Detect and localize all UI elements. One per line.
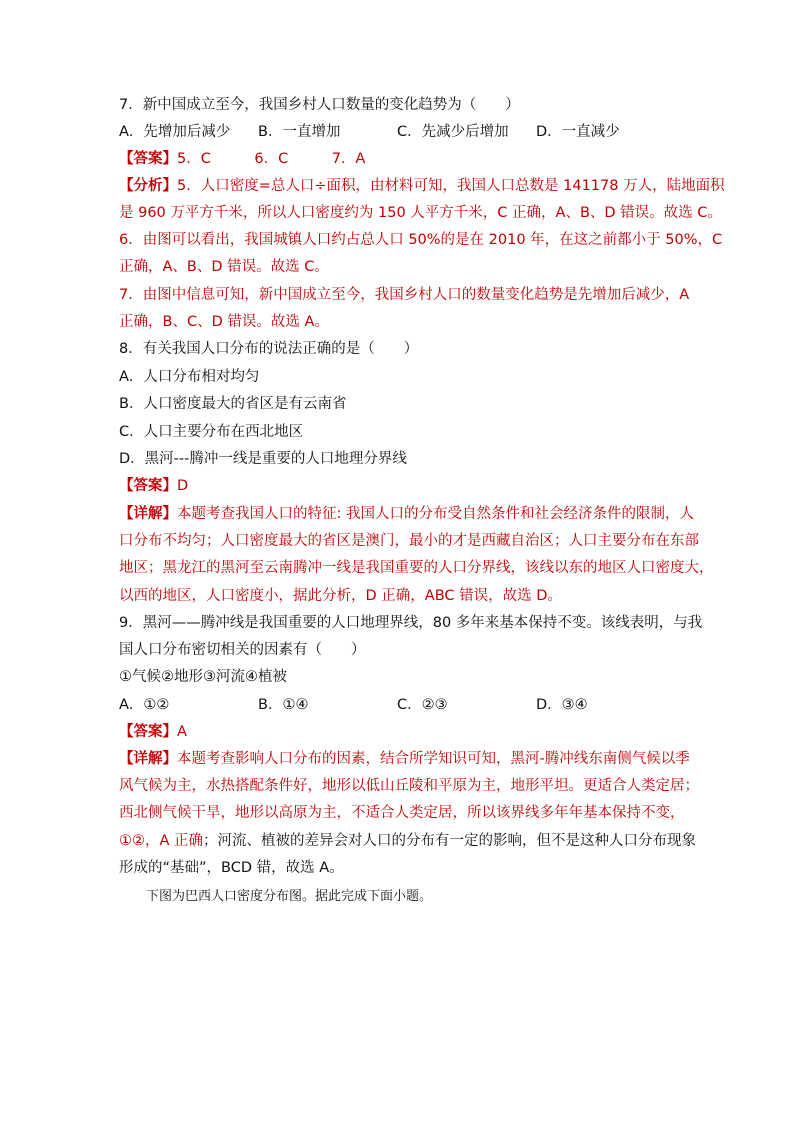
analysis-line-2: 是 960 万平方千米，所以人口密度约为 150 人平方千米，C 正确，A、B、D 错误。故选 C。 xyxy=(119,205,722,221)
detail-8-line-4: 以西的地区，人口密度小，据此分析，D 正确，ABC 错误，故选 D。 xyxy=(119,588,562,604)
q9-option-c: C．②③ xyxy=(397,697,448,713)
answer-tag: 【答案】 xyxy=(119,151,177,167)
q9-factors: ①气候②地形③河流④植被 xyxy=(119,669,287,685)
q9-option-a: A．①② xyxy=(119,697,170,713)
answer-9 xyxy=(119,722,187,742)
next-section-intro: 下图为巴西人口密度分布图。据此完成下面小题。 xyxy=(146,889,433,904)
q9-option-b: B．①④ xyxy=(258,697,309,713)
detail-tag: 【详解】 xyxy=(119,506,177,522)
analysis-text: 5．人口密度=总人口÷面积，由材料可知，我国人口总数是 141178 万人，陆地面积 xyxy=(177,178,725,194)
q8-option-c: C．人口主要分布在西北地区 xyxy=(119,424,304,440)
answer-5-7 xyxy=(119,149,365,169)
answer-text: A xyxy=(177,724,187,740)
q7-stem: 7．新中国成立至今，我国乡村人口数量的变化趋势为（ ） xyxy=(119,97,520,113)
q8-option-d: D．黑河---腾冲一线是重要的人口地理分界线 xyxy=(119,451,407,467)
detail-9-line-5: 形成的“基础”，BCD 错，故选 A。 xyxy=(119,860,344,876)
q8-option-b: B．人口密度最大的省区是有云南省 xyxy=(119,396,347,412)
detail-8-line-2: 口分布不均匀；人口密度最大的省区是澳门，最小的才是西藏自治区；人口主要分布在东部 xyxy=(119,533,699,549)
analysis-line-1 xyxy=(119,176,725,196)
answer-text: D xyxy=(177,478,189,494)
q7-option-c: C．先减少后增加 xyxy=(397,124,509,140)
detail-tag: 【详解】 xyxy=(119,751,177,767)
detail-9-line-1 xyxy=(119,749,690,769)
analysis-line-5: 7．由图中信息可知，新中国成立至今，我国乡村人口的数量变化趋势是先增加后减少，A xyxy=(119,287,690,303)
detail-8-line-1 xyxy=(119,504,694,524)
q7-option-a: A．先增加后减少 xyxy=(119,124,231,140)
q7-option-b: B．一直增加 xyxy=(258,124,341,140)
answer-tag: 【答案】 xyxy=(119,478,177,494)
q9-option-d: D．③④ xyxy=(536,697,588,713)
detail-text: 本题考查影响人口分布的因素，结合所学知识可知，黑河-腾冲线东南侧气候以季 xyxy=(177,751,690,767)
answer-text: 5．C 6．C 7．A xyxy=(177,151,366,167)
answer-tag: 【答案】 xyxy=(119,724,177,740)
detail-9-line-3: 西北侧气候干旱，地形以高原为主，不适合人类定居，所以该界线多年年基本保持不变， xyxy=(119,805,685,821)
analysis-tag: 【分析】 xyxy=(119,178,177,194)
q9-stem-line-1: 9．黑河——腾冲线是我国重要的人口地理界线，80 多年来基本保持不变。该线表明，与我 xyxy=(119,615,703,631)
q9-stem-line-2: 国人口分布密切相关的因素有（ ） xyxy=(119,642,366,658)
detail-text: 本题考查我国人口的特征: 我国人口的分布受自然条件和社会经济条件的限制，人 xyxy=(177,506,694,522)
detail-red-segment: ①②，A 正确 xyxy=(119,833,204,849)
detail-9-line-4 xyxy=(119,831,696,851)
answer-8 xyxy=(119,476,188,496)
detail-8-line-3: 地区；黑龙江的黑河至云南腾冲一线是我国重要的人口分界线，该线以东的地区人口密度大， xyxy=(119,560,714,576)
analysis-line-4: 正确，A、B、D 错误。故选 C。 xyxy=(119,259,329,275)
analysis-line-6: 正确，B、C、D 错误。故选 A。 xyxy=(119,314,329,330)
analysis-line-3: 6．由图可以看出，我国城镇人口约占总人口 50%的是在 2010 年，在这之前都小于 50%，C xyxy=(119,232,723,248)
detail-9-line-2: 风气候为主，水热搭配条件好，地形以低山丘陵和平原为主，地形平坦。更适合人类定居； xyxy=(119,778,699,794)
detail-black-segment: ；河流、植被的差异会对人口的分布有一定的影响，但不是这种人口分布现象 xyxy=(203,833,697,849)
q8-stem: 8．有关我国人口分布的说法正确的是（ ） xyxy=(119,341,419,357)
q8-option-a: A．人口分布相对均匀 xyxy=(119,369,260,385)
q7-option-d: D．一直减少 xyxy=(536,124,620,140)
